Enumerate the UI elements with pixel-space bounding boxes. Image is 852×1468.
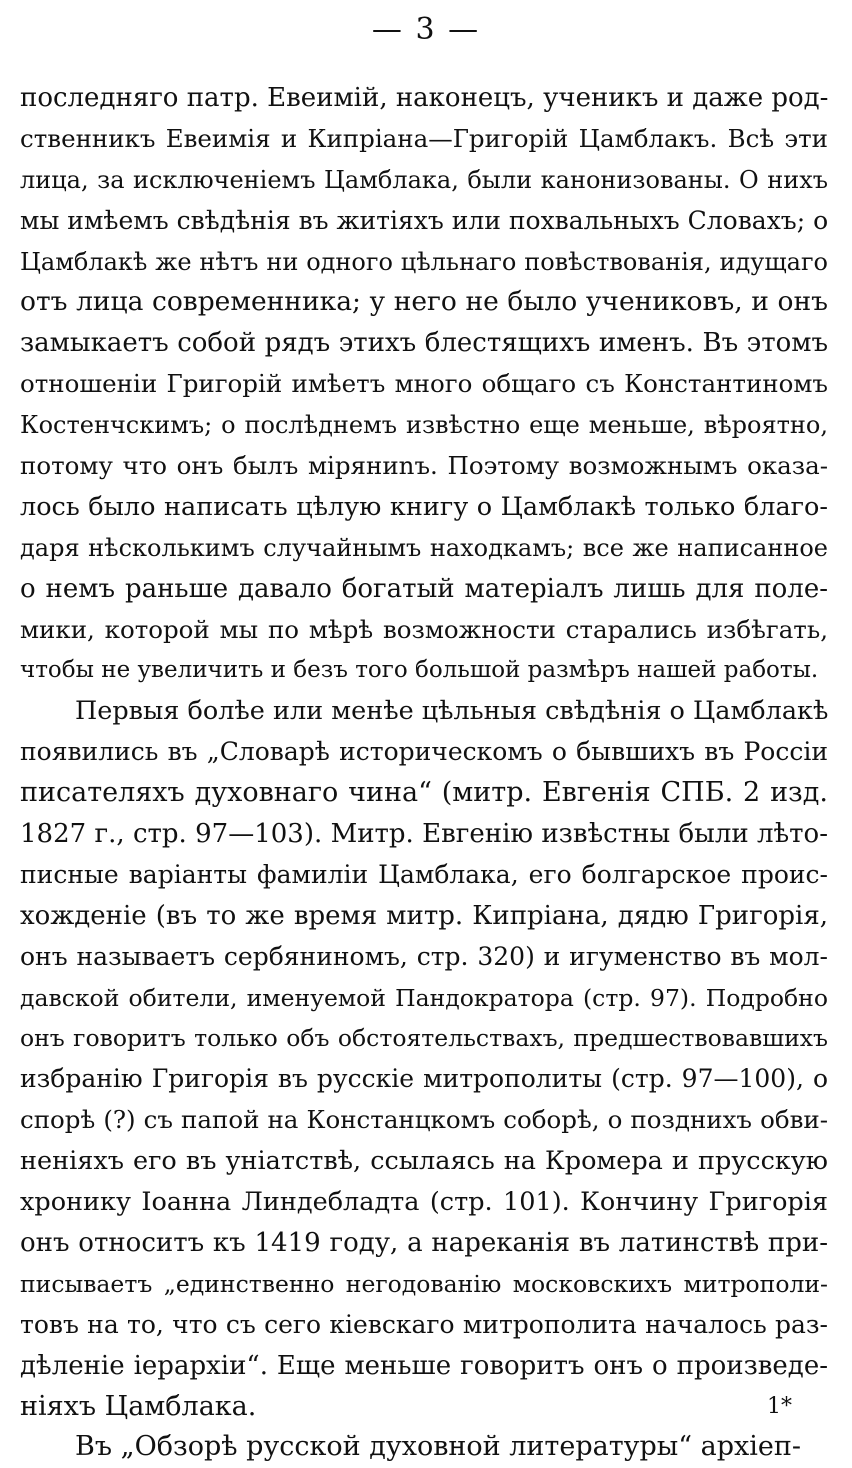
text-line: лось было написать цѣлую книгу о Цамблакѣ только благо-	[20, 491, 828, 522]
paragraph-1	[20, 78, 828, 691]
text-line: Костенчскимъ; о послѣднемъ извѣстно еще меньше, вѣроятно,	[20, 411, 828, 440]
text-line: давской обители, именуемой Пандократора (стр. 97). Подробно	[20, 983, 828, 1012]
text-line: отношеніи Григорій имѣетъ много общаго съ Константиномъ	[20, 369, 828, 399]
text-line: дѣленіе іерархіи“. Еще меньше говоритъ онъ о произведе-	[20, 1350, 828, 1381]
text-line: спорѣ (?) съ папой на Констанцкомъ соборѣ, о позднихъ обви-	[20, 1105, 828, 1135]
text-line: ніяхъ Цамблака.	[20, 1390, 257, 1422]
text-line: Первыя болѣе или менѣе цѣльныя свѣдѣнія о Цамблакѣ	[75, 696, 828, 727]
text-line: неніяхъ его въ уніатствѣ, ссылаясь на Кромера и прусскую	[20, 1146, 828, 1177]
text-line: онъ называетъ сербяниномъ, стр. 320) и игуменство въ мол-	[20, 941, 828, 971]
page-number: — 3 —	[371, 12, 481, 47]
text-line: хожденіе (въ то же время митр. Кипріана, дядю Григорія,	[20, 900, 828, 931]
text-line: лица, за исключеніемъ Цамблака, были канонизованы. О нихъ	[20, 165, 828, 194]
paragraph-3	[20, 1427, 828, 1468]
paragraph-2	[20, 691, 828, 1427]
text-line: мики, которой мы по мѣрѣ возможности старались избѣгать,	[20, 614, 828, 644]
text-line: избранію Григорія въ русскіе митрополиты (стр. 97—100), о	[20, 1064, 828, 1094]
text-line: Въ „Обзорѣ русской духовной литературы“ архіеп-	[75, 1431, 802, 1463]
text-line: появились въ „Словарѣ историческомъ о бывшихъ въ Россіи	[20, 737, 828, 767]
text-line: онъ относитъ къ 1419 году, а нареканія въ латинствѣ при-	[20, 1227, 828, 1258]
signature-mark: 1*	[767, 1394, 792, 1419]
text-line: писателяхъ духовнаго чина“ (митр. Евгенія СПБ. 2 изд.	[20, 777, 828, 809]
text-line: Цамблакѣ же нѣтъ ни одного цѣльнаго повѣствованія, идущаго	[20, 247, 828, 276]
text-line: 1827 г., стр. 97—103). Митр. Евгенію извѣстны были лѣто-	[20, 819, 828, 850]
text-line: потому что онъ былъ міряниnъ. Поэтому возможнымъ оказа-	[20, 451, 828, 481]
text-line: о немъ раньше давало богатый матеріалъ лишь для поле-	[20, 573, 828, 604]
text-line: отъ лица современника; у него не было учениковъ, и онъ	[20, 286, 828, 318]
text-line: онъ говоритъ только объ обстоятельствахъ, предшествовавшихъ	[20, 1024, 828, 1053]
text-line: писываетъ „единственно негодованію московскихъ митрополи-	[20, 1269, 828, 1298]
text-line: хронику Іоанна Линдебладта (стр. 101). Кончину Григорія	[20, 1187, 828, 1218]
text-line: последняго патр. Евеимій, наконецъ, ученикъ и даже род-	[20, 83, 828, 113]
text-line: замыкаетъ собой рядъ этихъ блестящихъ именъ. Въ этомъ	[20, 328, 828, 359]
text-line: даря нѣсколькимъ случайнымъ находкамъ; все же написанное	[20, 533, 828, 562]
text-line: товъ на то, что съ сего кіевскаго митрополита началось раз-	[20, 1309, 828, 1339]
text-line: мы имѣемъ свѣдѣнія въ житіяхъ или похвальныхъ Словахъ; о	[20, 205, 828, 235]
text-line: писные варіанты фамиліи Цамблака, его болгарское проис-	[20, 859, 828, 889]
body-text	[20, 78, 828, 1468]
text-line: чтобы не увеличить и безъ того большой размѣръ нашей работы.	[20, 657, 819, 684]
text-line: ственникъ Евеимія и Кипріана—Григорій Цамблакъ. Всѣ эти	[20, 123, 828, 153]
